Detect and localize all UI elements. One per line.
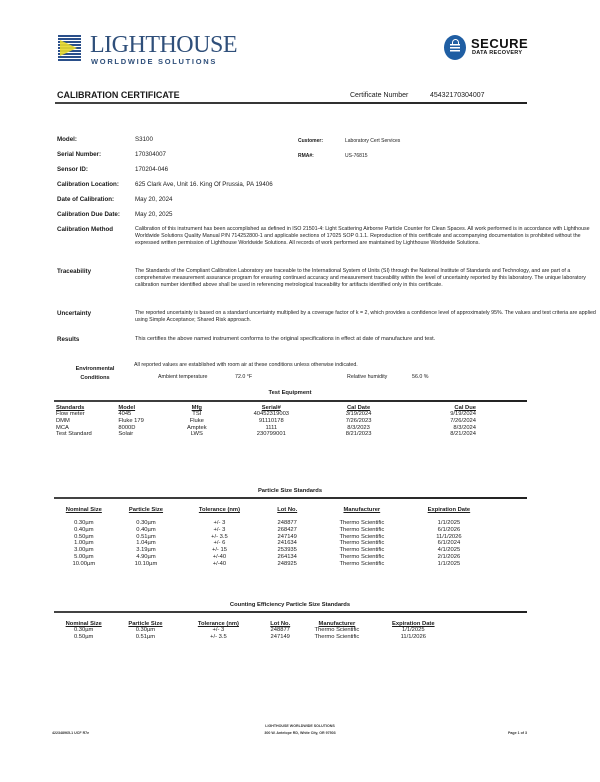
table-cell: 1111 <box>265 424 278 431</box>
rma-value: US-76815 <box>345 153 368 159</box>
column-header: Model <box>118 405 136 411</box>
table-cell: 10.00µm <box>72 560 96 567</box>
footer-page: Page 1 of 3 <box>508 731 527 735</box>
table-cell: TSI <box>192 411 202 417</box>
table-cell: 6/1/2026 <box>437 526 461 533</box>
table-row <box>56 547 490 554</box>
table-cell: Solair <box>118 431 134 438</box>
model-label: Model: <box>57 136 77 143</box>
table-cell: 247149 <box>277 533 297 540</box>
table-cell: 0.30µm <box>74 520 94 526</box>
column-header: Cal Due <box>454 405 476 411</box>
partner-logo-subtitle: DATA RECOVERY <box>472 50 523 56</box>
lighthouse-logo-name: LIGHTHOUSE <box>90 32 237 58</box>
table-cell: DMM <box>56 417 70 424</box>
table-cell: 40452319003 <box>253 411 290 417</box>
table-cell: LWS <box>190 431 203 438</box>
table-cell: 0.40µm <box>136 526 156 533</box>
table-cell: 91110178 <box>258 417 284 424</box>
customer-label: Customer: <box>298 138 324 144</box>
table-cell: 0.30µm <box>136 520 156 526</box>
test-equipment-table <box>56 405 476 438</box>
table-cell: 0.30µm <box>135 627 156 633</box>
table-cell: 0.50µm <box>73 633 94 640</box>
table-cell: +/- 3 <box>212 627 225 633</box>
table-row <box>56 425 476 432</box>
serial-number-label: Serial Number: <box>57 151 102 158</box>
date-of-calibration-label: Date of Calibration: <box>57 196 115 203</box>
table-row <box>56 411 476 418</box>
calibration-due-date-label: Calibration Due Date: <box>57 211 120 218</box>
table-cell: +/- 6 <box>213 540 226 547</box>
certificate-number: 45432170304007 <box>430 92 485 99</box>
customer-value: Laboratory Cert Services <box>345 138 401 144</box>
counting-efficiency-rule <box>54 611 527 613</box>
column-header: Lot No. <box>277 507 298 513</box>
table-row <box>56 540 490 547</box>
table-header-row <box>56 507 490 520</box>
table-cell: 248925 <box>277 560 297 567</box>
table-cell: 8/21/2023 <box>345 431 372 438</box>
column-header: Standards <box>56 405 85 411</box>
ambient-temperature-label: Ambient temperature <box>158 374 208 380</box>
rma-label: RMA#: <box>298 153 314 159</box>
column-header: Cal Date <box>346 405 371 411</box>
column-header: Tolerance (nm) <box>197 621 239 627</box>
table-cell: 247149 <box>270 633 290 640</box>
table-cell: 253935 <box>277 547 297 554</box>
table-cell: Thermo Scientific <box>339 540 385 547</box>
sensor-id-label: Sensor ID: <box>57 166 88 173</box>
column-header: Manufacturer <box>318 621 356 627</box>
table-cell: 8/3/2023 <box>347 424 370 431</box>
table-cell: 248877 <box>270 627 290 633</box>
table-cell: Thermo Scientific <box>314 627 360 633</box>
traceability-text: The Standards of the Compliant Calibration Laboratory are traceable to the International System of Units (SI) through the National Institute of Standards and Technology, and are part of a comprehensive measurement assurance program for ensuring continued accuracy and measurement traceability within the level of uncertainty reported by this laboratory. The unique laboratory calibration number identified above shall be used in referencing metrological traceability for artifacts identified only in this certificate. <box>135 268 586 289</box>
certificate-number-label: Certificate Number <box>350 92 409 99</box>
table-cell: 10.10µm <box>134 560 158 567</box>
sensor-id-value: 170204-046 <box>135 166 169 173</box>
table-cell: 264134 <box>277 553 297 560</box>
table-cell: Amptek <box>186 424 207 431</box>
table-cell: 5.00µm <box>74 553 94 560</box>
column-header: Serial# <box>261 405 281 411</box>
environmental-note: All reported values are established with room air at these conditions unless otherwise indicated. <box>134 362 358 368</box>
table-cell: 11/1/2026 <box>436 533 462 540</box>
table-cell: 8/21/2024 <box>450 431 476 438</box>
table-row <box>56 627 456 634</box>
calibration-location-value: 625 Clark Ave, Unit 16. King Of Prussia, PA 19406 <box>135 181 273 188</box>
ambient-temperature-value: 72.0 °F <box>235 374 253 380</box>
table-cell: 1/1/2025 <box>437 520 461 526</box>
column-header: Expiration Date <box>392 621 435 627</box>
footer-company: LIGHTHOUSE WORLDWIDE SOLUTIONS <box>265 724 335 728</box>
table-cell: 0.30µm <box>73 627 94 633</box>
lighthouse-logo <box>58 32 237 69</box>
table-cell: 0.50µm <box>74 533 94 540</box>
column-header: Tolerance (nm) <box>198 507 240 513</box>
particle-standards-table <box>56 507 490 568</box>
column-header: Lot No. <box>270 621 291 627</box>
table-row <box>56 520 490 527</box>
serial-number-value: 170304007 <box>135 151 166 158</box>
counting-efficiency-title: Counting Efficiency Particle Size Standards <box>229 602 351 608</box>
table-cell: Fluke 179 <box>118 417 144 424</box>
results-text: This certifies the above named instrument conforms to the original specifications in effect at date of manufacture and test. <box>135 336 436 342</box>
column-header: Manufacturer <box>343 507 381 513</box>
column-header: Particle Size <box>128 621 163 627</box>
secure-data-recovery-logo <box>444 35 554 61</box>
table-cell: 3.00µm <box>74 547 94 554</box>
table-cell: 241634 <box>277 540 297 547</box>
table-cell: 268427 <box>277 526 297 533</box>
table-cell: +/- 3 <box>213 520 226 526</box>
table-cell: +/-40 <box>212 553 227 560</box>
column-header: Particle Size <box>128 507 164 513</box>
relative-humidity-value: 56.0 % <box>412 374 429 380</box>
table-cell: Thermo Scientific <box>314 633 360 640</box>
calibration-method-label: Calibration Method <box>57 226 114 233</box>
environmental-label-line1: Environmental <box>75 366 115 372</box>
table-cell: Test Standard <box>56 431 92 438</box>
model-value: S3100 <box>135 136 153 143</box>
table-cell: 0.40µm <box>74 526 94 533</box>
calibration-method-text: Calibration of this instrument has been accomplished as defined in ISO 21501-4: Light Scattering Airborne Particle Counter for Clean Spaces. All work performed is in accordance with Lighthouse Worldwide Solutions Quality Manual P/N 714252800-1 and applicable sections of 17025 SOP 0.1.1. Reproduction of this certificate and accompanying documentation is prohibited without the expressed written permission of Lighthouse Worldwide Solutions. All records of work performed are maintained by Lighthouse Worldwide Solutions. <box>135 226 590 247</box>
uncertainty-text: The reported uncertainty is based on a standard uncertainty multiplied by a coverage factor of k = 2, which provides a confidence level of approximately 95%. The values and test criteria are applied using Simple Acceptance; Shared Risk approach. <box>135 310 596 324</box>
table-cell: 7/26/2023 <box>345 417 372 424</box>
table-cell: +/- 3.5 <box>210 633 227 640</box>
table-cell: Flow meter <box>56 411 85 417</box>
column-header: Nominal Size <box>65 507 102 513</box>
uncertainty-label: Uncertainty <box>57 310 92 317</box>
table-row <box>56 418 476 425</box>
table-cell: 4/1/2025 <box>437 547 461 554</box>
table-cell: 11/1/2026 <box>400 633 426 640</box>
table-cell: 3.19µm <box>136 547 156 554</box>
lock-icon <box>444 35 466 60</box>
table-cell: 3/19/2024 <box>345 411 372 417</box>
column-header: Expiration Date <box>427 507 471 513</box>
table-cell: 1/1/2025 <box>402 627 425 633</box>
results-label: Results <box>57 336 80 343</box>
environmental-label-line2: Conditions <box>80 375 110 381</box>
table-cell: Thermo Scientific <box>339 547 385 554</box>
table-row <box>56 534 490 541</box>
table-cell: 1.00µm <box>74 540 94 547</box>
table-cell: Thermo Scientific <box>339 520 385 526</box>
particle-standards-title: Particle Size Standards <box>257 488 323 494</box>
table-row <box>56 431 476 438</box>
table-cell: 0.51µm <box>135 633 156 640</box>
relative-humidity-label: Relative humidity <box>347 374 388 380</box>
table-cell: +/-40 <box>212 560 227 567</box>
table-cell: Fluke <box>189 417 204 424</box>
test-equipment-title: Test Equipment <box>268 390 312 396</box>
table-cell: 230799001 <box>256 431 286 438</box>
test-equipment-rule <box>54 400 527 402</box>
certificate-title: CALIBRATION CERTIFICATE <box>57 90 180 100</box>
calibration-due-date-value: May 20, 2025 <box>135 211 173 218</box>
table-cell: 4.90µm <box>136 553 156 560</box>
calibration-location-label: Calibration Location: <box>57 181 119 188</box>
table-cell: 6/1/2024 <box>437 540 461 547</box>
partner-logo-name: SECURE <box>471 36 529 51</box>
table-cell: 7/26/2024 <box>450 417 476 424</box>
table-cell: MCA <box>56 424 69 431</box>
table-cell: 248877 <box>277 520 297 526</box>
lighthouse-mark-icon <box>58 35 81 61</box>
table-cell: 4045 <box>118 411 132 417</box>
table-cell: Thermo Scientific <box>339 560 385 567</box>
date-of-calibration-value: May 20, 2024 <box>135 196 173 203</box>
table-cell: 9/19/2024 <box>450 411 476 417</box>
table-cell: 2/1/2026 <box>437 553 461 560</box>
counting-efficiency-table <box>56 621 456 641</box>
table-row <box>56 634 456 641</box>
table-row <box>56 561 490 568</box>
table-cell: +/- 3.5 <box>211 533 228 540</box>
column-header: Mfg <box>191 405 202 411</box>
lighthouse-logo-subtitle: WORLDWIDE SOLUTIONS <box>91 57 218 66</box>
footer-doc-id: 422348965-1 UCF R7e <box>52 731 90 735</box>
table-cell: 0.51µm <box>136 533 156 540</box>
table-cell: Thermo Scientific <box>339 553 385 560</box>
footer-address: 300 W. Antelope RD, White City, OR 97503 <box>264 731 336 735</box>
table-cell: Thermo Scientific <box>339 526 385 533</box>
table-cell: +/- 15 <box>211 547 227 554</box>
table-cell: +/- 3 <box>213 526 226 533</box>
title-rule <box>55 102 527 104</box>
table-cell: 8000D <box>118 424 136 431</box>
table-cell: 1/1/2025 <box>437 560 461 567</box>
table-cell: 8/3/2024 <box>453 424 476 431</box>
particle-standards-rule <box>54 497 527 499</box>
column-header: Nominal Size <box>65 621 102 627</box>
table-cell: Thermo Scientific <box>339 533 385 540</box>
traceability-label: Traceability <box>57 268 92 275</box>
table-cell: 1.04µm <box>136 540 156 547</box>
table-row <box>56 527 490 534</box>
table-row <box>56 554 490 561</box>
